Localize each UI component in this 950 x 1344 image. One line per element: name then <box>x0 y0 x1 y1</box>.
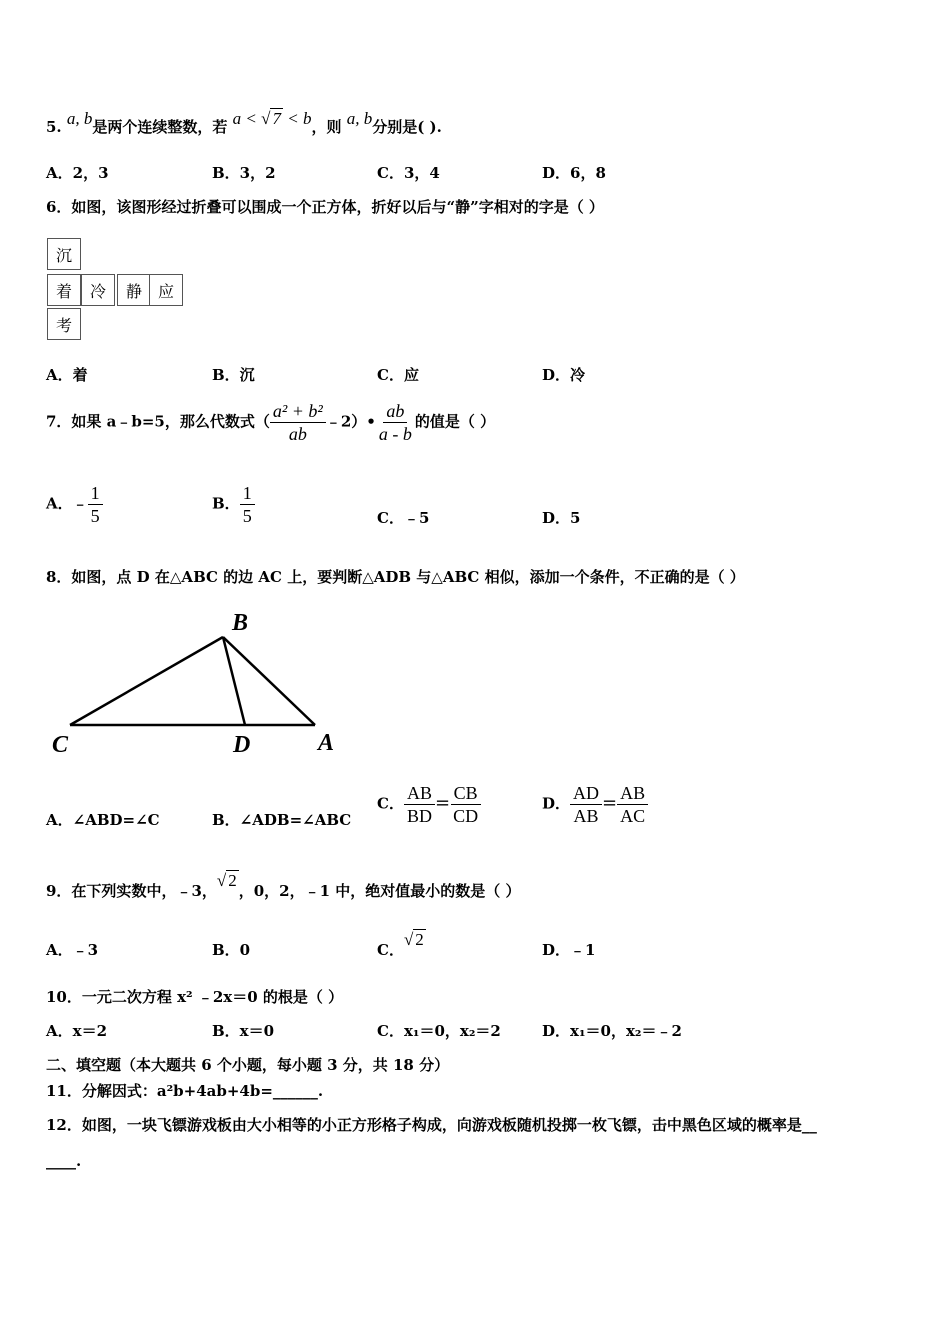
q10-option-b: B．x＝0 <box>212 1022 275 1040</box>
sqrt-2: √ 2 <box>216 871 237 890</box>
q9-option-d: D．﹣1 <box>542 941 596 959</box>
section-title: 二、填空题（本大题共 6 个小题，每小题 3 分，共 18 分） <box>46 1056 450 1074</box>
q6-option-c: C．应 <box>377 366 419 384</box>
question-7: 7．如果 a﹣b=5，那么代数式（ $\frac{\text{a² + b²}}{ab}$ ﹣2）• $\frac{ab}{a - b}$ 的值是（ ） <box>46 401 496 444</box>
question-12-continuation: ____. <box>46 1152 82 1170</box>
q6-option-d: D．冷 <box>542 366 586 384</box>
fraction-ab-over-a-minus-b: $\frac{ab}{a - b}$ <box>378 401 412 444</box>
q5-option-b: B．3，2 <box>212 164 276 182</box>
q5-option-a: A．2，3 <box>46 164 109 182</box>
net-cell: 应 <box>149 274 183 306</box>
q7-option-a: A．﹣ $\frac{1}{5}$ <box>46 482 103 527</box>
q9-option-b: B．0 <box>212 941 251 959</box>
sqrt-7: √ 7 <box>261 109 281 128</box>
net-cell: 考 <box>47 308 81 340</box>
triangle-figure <box>40 600 360 760</box>
q10-option-d: D．x₁＝0，x₂＝﹣2 <box>542 1022 682 1040</box>
question-9: 9．在下列实数中，﹣3，√ 2，0，2，﹣1 中，绝对值最小的数是（ ） <box>46 871 521 900</box>
side-ba <box>223 637 315 725</box>
question-11: 11．分解因式：a²b+4ab+4b=______. <box>46 1082 324 1100</box>
q10-option-c: C．x₁＝0，x₂＝2 <box>377 1022 501 1040</box>
q8-option-b: B．∠ADB=∠ABC <box>212 811 352 829</box>
question-5: 5. a, b是两个连续整数，若 a < √ 7 < b，则 a, b分别是( ). <box>46 109 442 136</box>
label-d: D <box>233 732 251 758</box>
q8-option-c: C． $\frac{AB}{BD}$ = $\frac{CB}{CD}$ <box>377 782 481 827</box>
net-cell: 着 <box>47 274 81 306</box>
question-6: 6．如图，该图形经过折叠可以围成一个正方体，折好以后与“静”字相对的字是（ ） <box>46 198 604 216</box>
label-b: B <box>232 610 249 636</box>
net-cell: 沉 <box>47 238 81 270</box>
segment-bd <box>223 637 245 725</box>
net-cell: 冷 <box>81 274 115 306</box>
q9-option-c: C．√ 2 <box>377 930 424 959</box>
label-a: A <box>318 730 335 756</box>
q7-option-d: D．5 <box>542 509 581 527</box>
q7-option-b: B． $\frac{1}{5}$ <box>212 482 255 527</box>
q5-option-c: C．3，4 <box>377 164 440 182</box>
question-10: 10．一元二次方程 x² ﹣2x＝0 的根是（ ） <box>46 988 344 1006</box>
side-cb <box>70 637 223 725</box>
label-c: C <box>52 732 69 758</box>
q7-option-c: C．﹣5 <box>377 509 430 527</box>
q8-option-a: A．∠ABD=∠C <box>46 811 160 829</box>
q8-option-d: D． $\frac{AD}{AB}$ = $\frac{AB}{AC}$ <box>542 782 648 827</box>
net-cell: 静 <box>117 274 151 306</box>
variables-ab: a, b <box>66 109 93 128</box>
question-12: 12．如图，一块飞镖游戏板由大小相等的小正方形格子构成，向游戏板随机投掷一枚飞镖，击中黑色区域的概率是__ <box>46 1116 817 1134</box>
q9-option-a: A．﹣3 <box>46 941 99 959</box>
fraction-a2b2-over-ab: $\frac{\text{a² + b²}}{ab}$ <box>270 400 326 445</box>
question-8: 8．如图，点 D 在△ABC 的边 AC 上，要判断△ADB 与△ABC 相似，添加一个条件，不正确的是（ ） <box>46 568 745 586</box>
q10-option-a: A．x＝2 <box>46 1022 108 1040</box>
q5-option-d: D．6，8 <box>542 164 606 182</box>
q6-option-b: B．沉 <box>212 366 255 384</box>
q6-option-a: A．着 <box>46 366 88 384</box>
inequality: a < √ 7 < b <box>232 109 312 128</box>
